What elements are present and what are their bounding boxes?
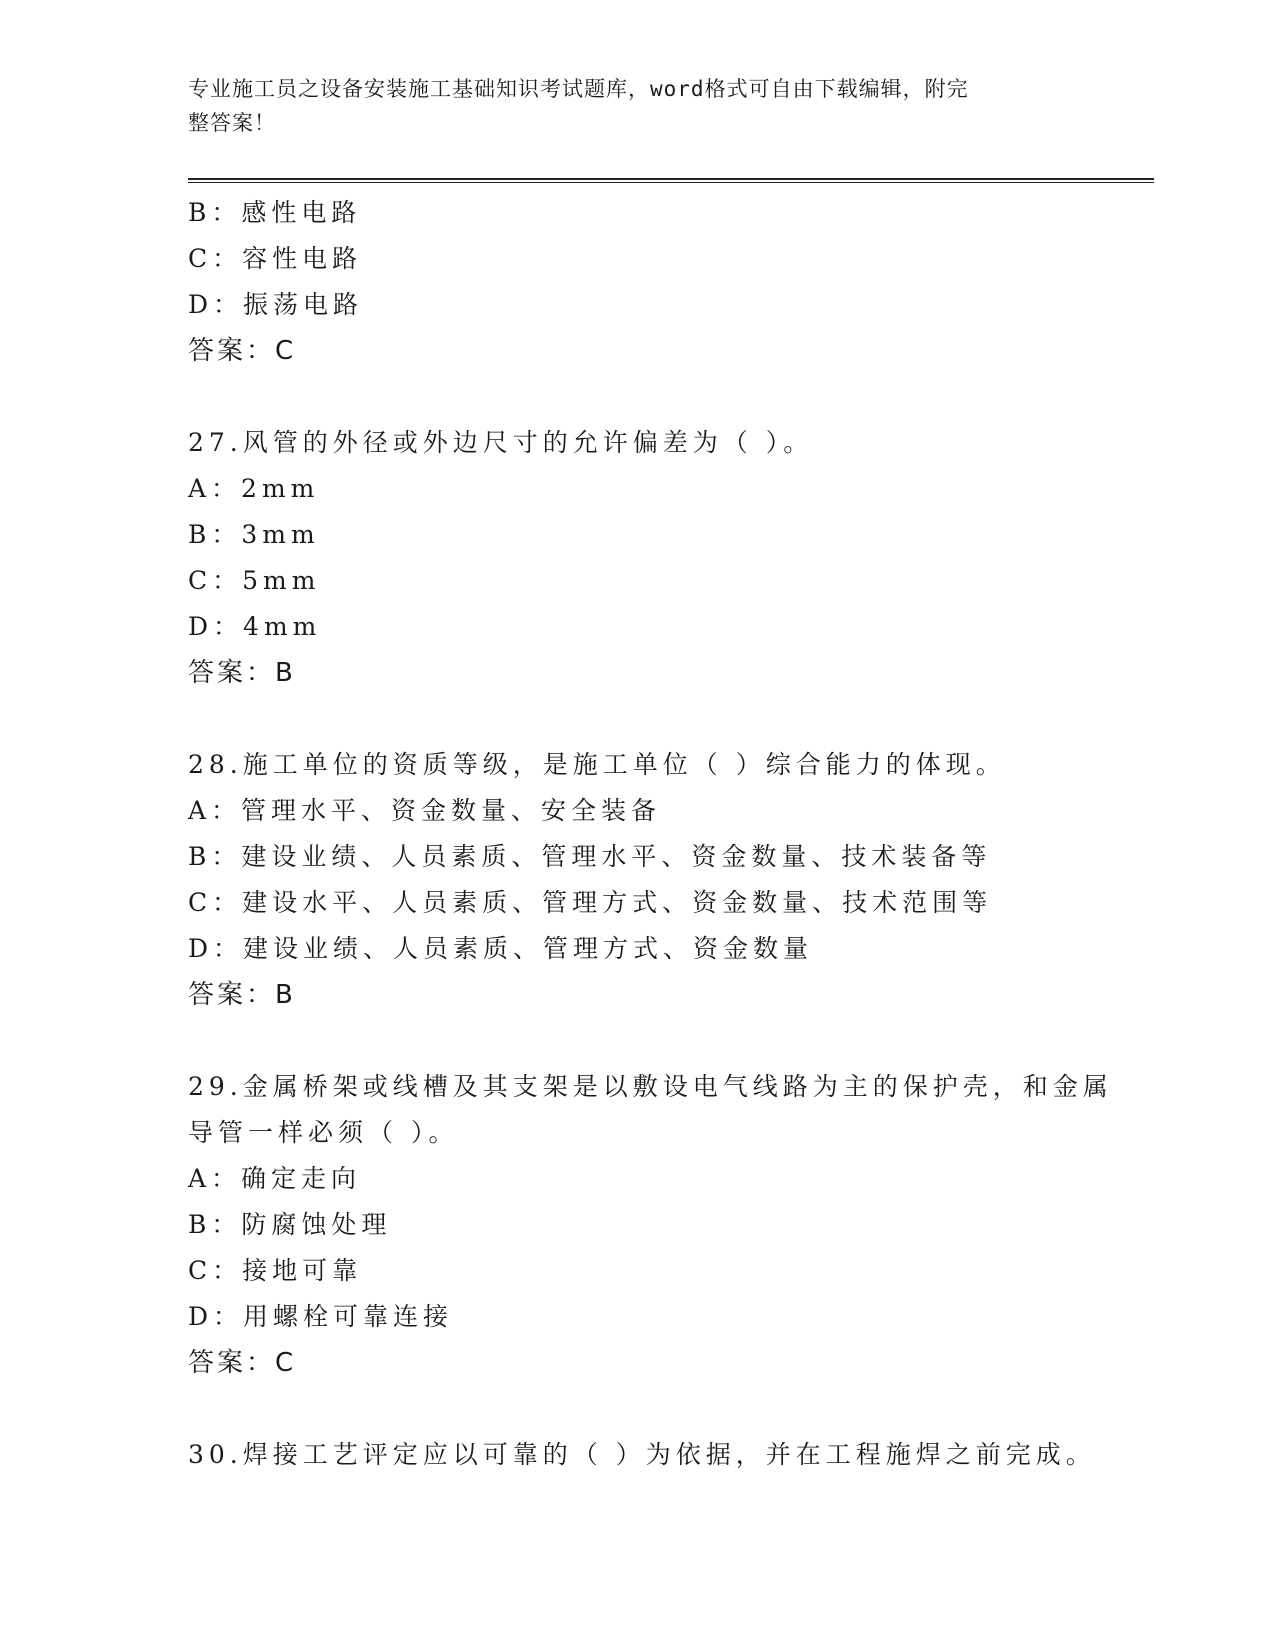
option-b: B：感性电路	[188, 198, 362, 227]
header-divider-thick	[188, 178, 1154, 180]
option-d: D：建设业绩、人员素质、管理方式、资金数量	[188, 934, 814, 963]
option-d: D：用螺栓可靠连接	[188, 1302, 454, 1331]
spacer	[188, 374, 1088, 420]
question-block-28	[188, 742, 1088, 1018]
question-text: 27.风管的外径或外边尺寸的允许偏差为（ ）。	[188, 428, 814, 457]
question-block-30	[188, 1432, 1096, 1478]
option-a: A：2mm	[188, 474, 320, 503]
spacer	[188, 1018, 1088, 1064]
question-list	[188, 190, 1113, 1478]
question-block-continued	[188, 190, 1088, 374]
answer-line: 答案：C	[188, 336, 297, 366]
option-c: C：建设水平、人员素质、管理方式、资金数量、技术范围等	[188, 888, 993, 917]
spacer	[188, 696, 1088, 742]
question-text: 30.焊接工艺评定应以可靠的（ ）为依据，并在工程施焊之前完成。	[188, 1440, 1096, 1469]
question-block-27	[188, 420, 1088, 696]
header-line-1: 专业施工员之设备安装施工基础知识考试题库，word格式可自由下载编辑，附完	[188, 77, 969, 101]
header-line-2: 整答案！	[188, 111, 276, 135]
option-c: C：容性电路	[188, 244, 363, 273]
option-c: C：接地可靠	[188, 1256, 363, 1285]
option-a: A：确定走向	[188, 1164, 362, 1193]
header-divider-thin	[188, 182, 1154, 183]
question-text-line-1: 29.金属桥架或线槽及其支架是以敷设电气线路为主的保护壳，和金属	[188, 1072, 1113, 1101]
question-block-29	[188, 1064, 1113, 1386]
spacer	[188, 1386, 1088, 1432]
question-text: 28.施工单位的资质等级，是施工单位（ ）综合能力的体现。	[188, 750, 1006, 779]
answer-line: 答案：B	[188, 980, 296, 1010]
option-b: B：防腐蚀处理	[188, 1210, 392, 1239]
option-b: B：3mm	[188, 520, 320, 549]
answer-line: 答案：B	[188, 658, 296, 688]
option-d: D：振荡电路	[188, 290, 364, 319]
option-a: A：管理水平、资金数量、安全装备	[188, 796, 662, 825]
question-text-line-2: 导管一样必须（ ）。	[188, 1118, 459, 1147]
answer-line: 答案：C	[188, 1348, 297, 1378]
option-c: C：5mm	[188, 566, 321, 595]
page-header	[188, 72, 1078, 140]
option-b: B：建设业绩、人员素质、管理水平、资金数量、技术装备等	[188, 842, 992, 871]
option-d: D：4mm	[188, 612, 322, 641]
